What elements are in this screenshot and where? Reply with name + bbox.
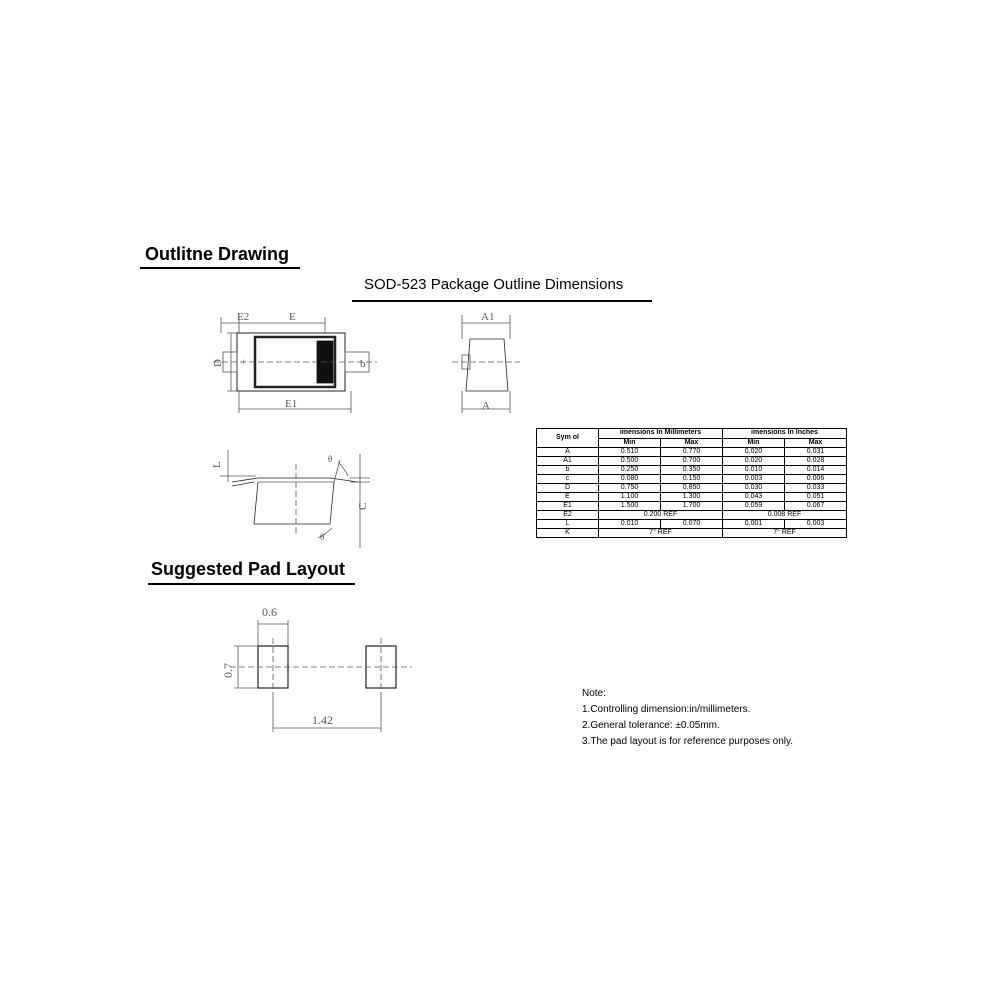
table-row xyxy=(537,484,847,493)
header-inch: imensions In Inches xyxy=(723,429,847,439)
cell-in-min: 0.001 xyxy=(723,520,785,529)
cell-in-min: 0.043 xyxy=(723,493,785,502)
package-title-underline xyxy=(352,300,652,302)
cell-in-max: 0.003 xyxy=(785,520,847,529)
cell-mm-min: 0.750 xyxy=(599,484,661,493)
cell-sym: c xyxy=(537,475,599,484)
pad-width-label: 0.6 xyxy=(262,605,277,619)
cell-sym: E2 xyxy=(537,511,599,520)
cell-mm-min: 0.510 xyxy=(599,448,661,457)
cell-mm-min: 0.080 xyxy=(599,475,661,484)
cell-mm-min: 0.250 xyxy=(599,466,661,475)
cell-in-min: 0.003 xyxy=(723,475,785,484)
cell-mm-ref: 0.200 REF xyxy=(599,511,723,520)
notes-title: Note: xyxy=(582,688,606,699)
header-in-max: Max xyxy=(785,438,847,448)
cell-mm-max: 1.300 xyxy=(661,493,723,502)
cell-mm-max: 0.850 xyxy=(661,484,723,493)
cell-sym: L xyxy=(537,520,599,529)
cell-mm-min: 1.500 xyxy=(599,502,661,511)
pad-height-label: 0.7 xyxy=(221,663,235,678)
notes-block xyxy=(582,686,793,750)
cell-in-max: 0.006 xyxy=(785,475,847,484)
label-d: D xyxy=(212,359,224,367)
table-row xyxy=(537,466,847,475)
cell-sym: A xyxy=(537,448,599,457)
outline-drawing-heading: Outlitne Drawing xyxy=(145,244,289,264)
cell-mm-max: 0.070 xyxy=(661,520,723,529)
cell-sym: b xyxy=(537,466,599,475)
profile-view-drawing xyxy=(210,448,380,553)
cell-in-min: 0.020 xyxy=(723,457,785,466)
cell-mm-max: 0.700 xyxy=(661,457,723,466)
cell-sym: E xyxy=(537,493,599,502)
header-in-min: Min xyxy=(723,438,785,448)
cell-in-max: 0.014 xyxy=(785,466,847,475)
table-row xyxy=(537,511,847,520)
cell-in-ref: 0.008 REF xyxy=(723,511,847,520)
cell-in-min: 0.020 xyxy=(723,448,785,457)
outline-heading-underline xyxy=(140,267,300,269)
cell-mm-min: 0.010 xyxy=(599,520,661,529)
cell-mm-max: 0.150 xyxy=(661,475,723,484)
note-item: 3.The pad layout is for reference purposes only. xyxy=(582,736,794,747)
header-mm: imensions In Millimeters xyxy=(599,429,723,439)
label-e: E xyxy=(289,311,296,323)
table-row xyxy=(537,457,847,466)
cell-in-max: 0.033 xyxy=(785,484,847,493)
table-row xyxy=(537,475,847,484)
label-l: L xyxy=(211,461,223,468)
pad-layout-drawing xyxy=(212,598,422,738)
pad-heading-underline xyxy=(148,583,355,585)
note-item: 1.Controlling dimension:in/millimeters. xyxy=(582,704,751,715)
package-title: SOD-523 Package Outline Dimensions xyxy=(364,276,624,293)
cell-in-min: 0.010 xyxy=(723,466,785,475)
top-view-drawing xyxy=(205,305,385,415)
header-mm-min: Min xyxy=(599,438,661,448)
cell-mm-ref: 7° REF xyxy=(599,529,723,538)
label-b: b xyxy=(360,358,366,370)
cell-sym: E1 xyxy=(537,502,599,511)
table-row xyxy=(537,529,847,538)
header-mm-max: Max xyxy=(661,438,723,448)
pad-pitch-label: 1.42 xyxy=(312,713,333,727)
label-a1: A1 xyxy=(481,311,495,323)
cell-sym: A1 xyxy=(537,457,599,466)
cell-mm-min: 1.100 xyxy=(599,493,661,502)
label-e1: E1 xyxy=(285,398,298,410)
table-row xyxy=(537,493,847,502)
cell-mm-max: 0.770 xyxy=(661,448,723,457)
cell-sym: K xyxy=(537,529,599,538)
table-header-row xyxy=(537,429,847,439)
label-theta-top: θ xyxy=(328,454,333,464)
cell-in-max: 0.051 xyxy=(785,493,847,502)
dimensions-table xyxy=(536,428,847,538)
table-row xyxy=(537,448,847,457)
cell-in-min: 0.059 xyxy=(723,502,785,511)
note-item: 2.General tolerance: ±0.05mm. xyxy=(582,720,720,731)
cell-in-max: 0.067 xyxy=(785,502,847,511)
header-symbol: Sym ol xyxy=(537,429,599,448)
label-a: A xyxy=(482,400,490,412)
cell-in-min: 0.030 xyxy=(723,484,785,493)
label-plus: + xyxy=(241,357,247,367)
label-theta-bottom: θ xyxy=(320,532,325,542)
cell-in-max: 0.028 xyxy=(785,457,847,466)
cell-in-max: 0.031 xyxy=(785,448,847,457)
cell-in-ref: 7° REF xyxy=(723,529,847,538)
cell-mm-max: 1.700 xyxy=(661,502,723,511)
side-view-drawing xyxy=(448,305,528,415)
table-row xyxy=(537,502,847,511)
table-row xyxy=(537,520,847,529)
cell-mm-max: 0.350 xyxy=(661,466,723,475)
label-c: C xyxy=(357,502,369,510)
pad-layout-heading: Suggested Pad Layout xyxy=(151,559,346,579)
cell-sym: D xyxy=(537,484,599,493)
label-e2: E2 xyxy=(237,311,250,323)
cell-mm-min: 0.500 xyxy=(599,457,661,466)
